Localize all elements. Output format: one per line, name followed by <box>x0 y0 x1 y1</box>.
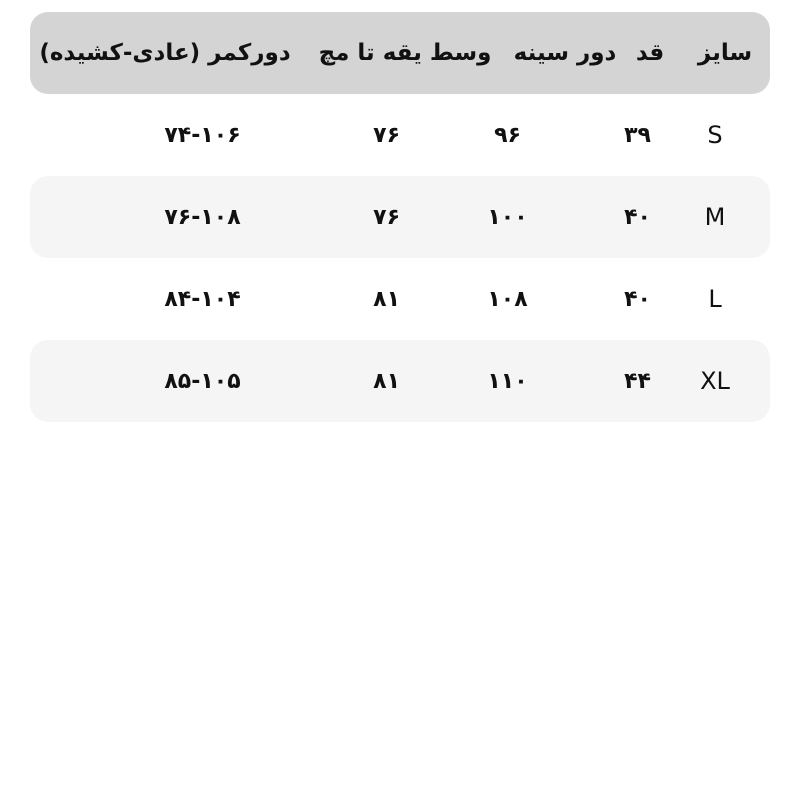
header-chest: دور سینه <box>513 40 617 66</box>
table-header-row <box>30 12 770 94</box>
size-table <box>30 12 770 422</box>
cell-length: ۴۰ <box>624 286 651 312</box>
header-waist: دورکمر (عادی-کشیده) <box>39 40 291 66</box>
cell-size: L <box>708 285 722 313</box>
cell-size: M <box>704 203 726 231</box>
cell-sleeve: ۷۶ <box>373 122 400 148</box>
header-sleeve: وسط یقه تا مچ <box>318 40 492 66</box>
cell-size: S <box>707 121 723 149</box>
cell-length: ۳۹ <box>624 122 651 148</box>
cell-chest: ۱۰۰ <box>487 204 528 230</box>
cell-waist: ۸۴-۱۰۴ <box>164 286 241 312</box>
cell-length: ۴۴ <box>624 368 651 394</box>
table-row <box>30 176 770 258</box>
header-length: قد <box>635 40 665 66</box>
cell-chest: ۱۰۸ <box>487 286 528 312</box>
table-row <box>30 258 770 340</box>
cell-waist: ۷۶-۱۰۸ <box>164 204 241 230</box>
cell-chest: ۱۱۰ <box>487 368 528 394</box>
table-row <box>30 94 770 176</box>
cell-waist: ۷۴-۱۰۶ <box>164 122 241 148</box>
cell-waist: ۸۵-۱۰۵ <box>164 368 241 394</box>
cell-size: XL <box>700 367 730 395</box>
cell-chest: ۹۶ <box>494 122 521 148</box>
cell-length: ۴۰ <box>624 204 651 230</box>
header-size: سایز <box>697 40 753 66</box>
cell-sleeve: ۸۱ <box>373 368 400 394</box>
cell-sleeve: ۷۶ <box>373 204 400 230</box>
table-row <box>30 340 770 422</box>
cell-sleeve: ۸۱ <box>373 286 400 312</box>
